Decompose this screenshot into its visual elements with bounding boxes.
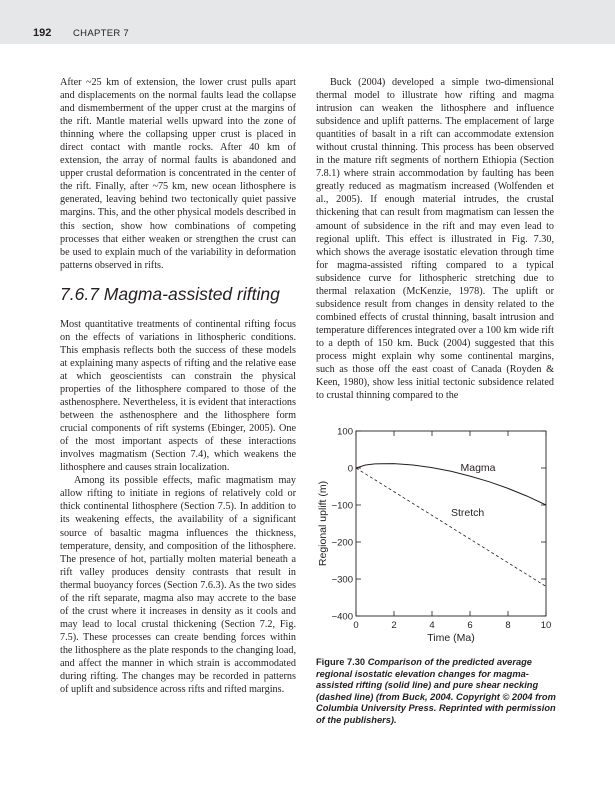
left-column [60, 76, 296, 696]
series-stretch-line [356, 468, 546, 586]
y-axis-label: Regional uplift (m) [317, 480, 329, 567]
right-column [316, 76, 554, 402]
x-tick-label: 8 [505, 620, 511, 631]
figure-label: Figure 7.30 [316, 657, 366, 667]
y-tick-label: −400 [331, 611, 353, 623]
series-magma-line [356, 464, 546, 505]
y-tick-label: 0 [347, 463, 353, 475]
figure-caption-text: Comparison of the predicted average regional isostatic elevation changes for magma-assisted rifting (solid line) and pure shear necking (dashed line) (from Buck, 2004. Copyright © 2004 from Columbia University Press. Reprinted with permission of the publishers). [316, 657, 556, 725]
uplift-chart [316, 426, 556, 646]
left-paragraph-3: Among its possible effects, mafic magmatism may allow rifting to initiate in regions of relatively cold or thick continental lithosphere (Section 7.5). In addition to its weakening effects, the availability of a significant source of basaltic magma influences the thickness, temperature, density, and composition of the lithosphere. The presence of hot, partially molten material beneath a rift valley produces density contrasts that result in thermal buoyancy forces (Section 7.6.3). As the two sides of the rift separate, magma also may accrete to the base of the crust where it increases in density as it cools and may lead to local crustal thickening (Section 7.2, Fig. 7.5). These processes can create bending forces within the lithosphere as the plate responds to the changing load, and affect the manner in which strain is accommodated during rifting. The changes may be recorded in patterns of uplift and subsidence across rifts and rifted margins. [60, 475, 296, 696]
x-tick-label: 4 [429, 620, 435, 631]
chapter-label: CHAPTER 7 [73, 28, 130, 39]
x-axis-label: Time (Ma) [427, 632, 475, 644]
y-tick-label: −100 [331, 500, 353, 512]
x-tick-label: 2 [391, 620, 397, 631]
x-tick-label: 6 [467, 620, 473, 631]
y-tick-label: 100 [337, 426, 353, 438]
page-number: 192 [33, 27, 52, 39]
series-magma-label: Magma [460, 462, 496, 474]
right-paragraph-1: Buck (2004) developed a simple two-dimensional thermal model to illustrate how rifting and magma intrusion can weaken the lithosphere and influence subsidence and uplift patterns. The emplacement of large quantities of basalt in a rift can accommodate extension without crustal thinning. This process has been observed in the mature rift segments of northern Ethiopia (Section 7.8.1) where strain accommodation by faulting has been greatly reduced as magmatism increased (Wolfenden et al., 2005). If enough material intrudes, the crustal thickening that can result from magmatism can lessen the amount of subsidence in the rift and may even lead to regional uplift. This effect is illustrated in Fig. 7.30, which shows the average isostatic elevation through time for magma-assisted rifting compared to a typical subsidence curve for lithospheric stretching due to thermal relaxation (McKenzie, 1978). The uplift or subsidence result from changes in density related to the combined effects of crustal thinning, basalt intrusion and temperature differences integrated over a 100 km wide rift to a depth of 150 km. Buck (2004) suggested that this process might explain why some continental margins, such as those off the east coast of Canada (Royden & Keen, 1980), show less initial tectonic subsidence related to crustal thinning compared to the [316, 77, 554, 402]
x-tick-label: 0 [353, 620, 359, 631]
plot-frame [356, 431, 546, 616]
y-tick-label: −300 [331, 574, 353, 586]
y-tick-label: −200 [331, 537, 353, 549]
left-paragraph-1: After ~25 km of extension, the lower crust pulls apart and displacements on the normal faults lead the collapse and dismemberment of the upper crust at the margins of the rift. Mantle material wells upward into the zone of thinning where the collapsing upper crust is placed in direct contact with mantle rocks. After 40 km of extension, the array of normal faults is abandoned and upper crustal deformation is concentrated in the center of the rift. Finally, after ~75 km, new ocean lithosphere is generated, leaving behind two tectonically quiet passive margins. This, and the other physical models described in this section, show how combinations of competing processes that either weaken or strengthen the crust can be used to explain much of the variability in deformation patterns observed in rifts. [60, 77, 296, 271]
left-paragraph-2: Most quantitative treatments of continental rifting focus on the effects of variations in lithospheric conditions. This emphasis reflects both the success of these models at explaining many aspects of rifting and the relative ease at which geoscientists can constrain the physical properties of the lithosphere compared to those of the asthenosphere. Nevertheless, it is evident that interactions between the asthenosphere and the lithosphere form crucial components of rift systems (Ebinger, 2005). One of the most important aspects of these interactions involves magmatism (Section 7.4), which weakens the lithosphere and causes strain localization. [60, 318, 296, 474]
x-tick-label: 10 [540, 620, 552, 631]
figure-7-30 [316, 426, 556, 646]
series-stretch-label: Stretch [451, 507, 485, 520]
figure-caption [316, 657, 556, 727]
section-heading: 7.6.7 Magma-assisted rifting [60, 283, 280, 304]
